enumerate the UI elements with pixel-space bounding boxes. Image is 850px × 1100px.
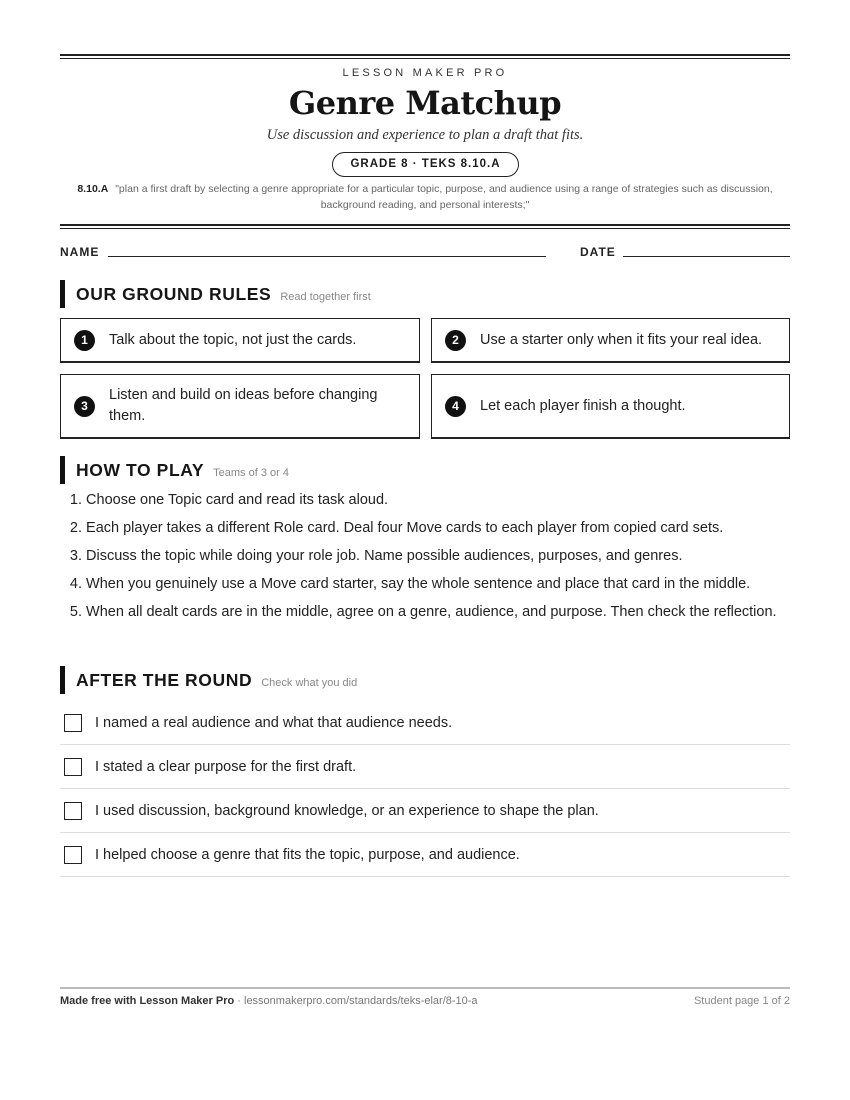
rule-text: Listen and build on ideas before changing them. [109,387,378,424]
step-number: 2. [69,520,82,536]
step-text: Each player takes a different Role card. Deal four Move cards to each player from copied card sets. [86,520,724,536]
standard-description [60,181,790,213]
ground-rules-title: OUR GROUND RULES [76,284,272,304]
footer-page-number: Student page 1 of 2 [693,995,790,1007]
date-field[interactable] [623,256,790,257]
reflection-item [60,745,790,789]
step-item [60,546,790,567]
how-to-play-steps [60,490,790,630]
rule-text: Use a starter only when it fits your real idea. [480,331,763,348]
rule-number-badge: 2 [445,330,466,351]
step-item [60,490,790,511]
footer-url[interactable]: lessonmakerpro.com/standards/teks-elar/8-10-a [244,995,478,1007]
step-number: 1. [69,492,82,508]
standard-code: 8.10.A [77,183,109,195]
footer-credit [60,995,478,1007]
rule-text: Talk about the topic, not just the cards. [109,331,357,348]
standard-text: "plan a first draft by selecting a genre appropriate for a particular topic, purpose, and audience using a range of strategies such as discussion, background reading, and personal interests;" [115,183,773,211]
step-number: 5. [69,604,82,620]
step-number: 4. [69,576,82,592]
brand-name: LESSON MAKER PRO [342,67,508,79]
grade-standard-badge: GRADE 8 · TEKS 8.10.A [332,152,519,177]
ground-rule-card [60,318,420,363]
reflection-text: I used discussion, background knowledge, or an experience to shape the plan. [95,802,599,819]
header-bottom-rule [60,224,790,229]
footer-rule [60,987,790,989]
reflection-text: I helped choose a genre that fits the topic, purpose, and audience. [95,846,520,863]
reflection-checkbox[interactable] [64,846,82,864]
ground-rule-card [60,374,420,439]
footer-made-with: Made free with Lesson Maker Pro [60,995,235,1007]
ground-rule-card [431,318,790,363]
reflection-checkbox[interactable] [64,714,82,732]
reflection-item [60,789,790,833]
reflection-checkbox[interactable] [64,758,82,776]
name-label: NAME [60,245,100,259]
ground-rules-note: Read together first [280,291,371,303]
step-text: Discuss the topic while doing your role job. Name possible audiences, purposes, and genres. [86,548,683,564]
page-title: Genre Matchup [288,84,562,122]
step-text: When you genuinely use a Move card starter, say the whole sentence and place that card in the middle. [86,576,751,592]
reflection-text: I stated a clear purpose for the first draft. [95,758,357,775]
rule-number-badge: 4 [445,396,466,417]
rule-number-badge: 1 [74,330,95,351]
after-round-note: Check what you did [261,677,358,689]
reflection-item [60,833,790,877]
rule-number-badge: 3 [74,396,95,417]
reflection-item [60,701,790,745]
rule-text: Let each player finish a thought. [480,397,686,414]
how-to-play-heading [60,456,289,484]
name-field[interactable] [108,256,546,257]
after-round-title: AFTER THE ROUND [76,670,253,690]
reflection-text: I named a real audience and what that audience needs. [95,714,453,731]
how-to-play-title: HOW TO PLAY [76,460,205,480]
how-to-play-note: Teams of 3 or 4 [213,467,289,479]
ground-rules-heading [60,280,371,308]
date-label: DATE [580,245,616,259]
after-round-heading [60,666,357,694]
page-subtitle: Use discussion and experience to plan a draft that fits. [266,127,584,143]
reflection-checkbox[interactable] [64,802,82,820]
step-text: Choose one Topic card and read its task aloud. [86,492,389,508]
step-text: When all dealt cards are in the middle, agree on a genre, audience, and purpose. Then check the reflection. [86,604,777,620]
step-item [60,602,790,623]
step-item [60,574,790,595]
footer-separator: · [234,995,244,1007]
ground-rule-card [431,374,790,439]
step-number: 3. [69,548,82,564]
header-top-rule [60,54,790,59]
step-item [60,518,790,539]
